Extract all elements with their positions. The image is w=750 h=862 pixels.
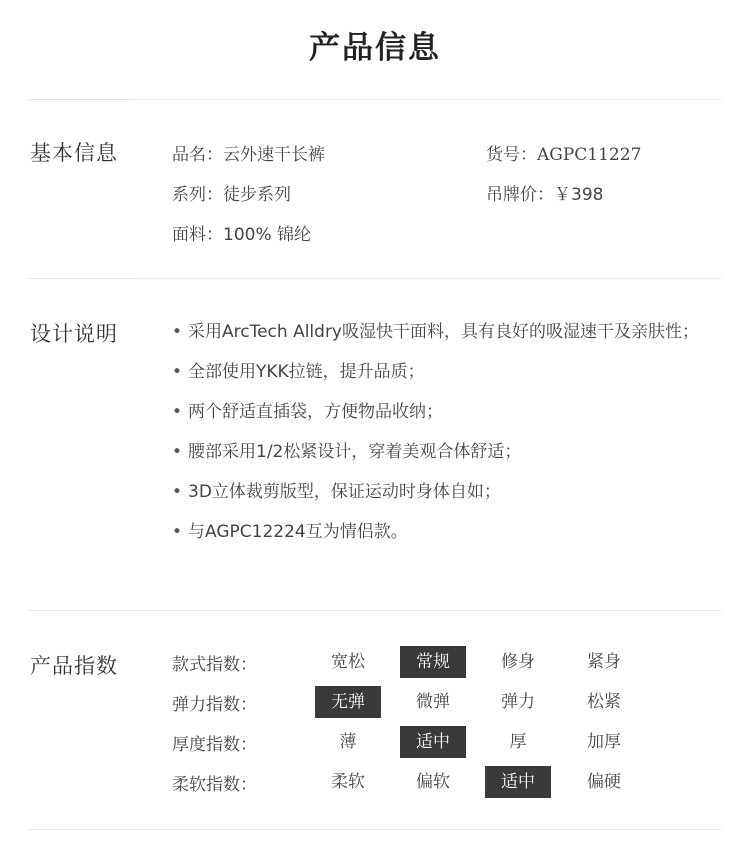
divider: [29, 99, 722, 100]
index-option: 常规: [400, 646, 466, 678]
price-value: ￥398: [554, 185, 604, 205]
index-option: 微弹: [416, 692, 450, 712]
divider: [29, 829, 722, 830]
price-field: [486, 180, 603, 205]
product-name-label: 品名：: [172, 145, 223, 165]
design-heading: 设计说明: [30, 322, 118, 346]
index-option: 适中: [485, 766, 551, 798]
style-index-label: 款式指数：: [172, 655, 257, 675]
product-name-value: 云外速干长裤: [223, 145, 325, 165]
list-item: • 采用ArcTech Alldry吸湿快干面料，具有良好的吸湿速干及亲肤性；: [172, 322, 699, 342]
index-option: 弹力: [501, 692, 535, 712]
sku-field: [486, 140, 641, 165]
index-option: 宽松: [331, 652, 365, 672]
basic-info-heading: 基本信息: [30, 141, 118, 165]
series-field: [172, 180, 291, 205]
list-item: • 与AGPC12224互为情侣款。: [172, 522, 408, 542]
thickness-index-label: 厚度指数：: [172, 735, 257, 755]
index-option: 松紧: [587, 692, 621, 712]
index-option: 紧身: [587, 652, 621, 672]
index-option: 柔软: [331, 772, 365, 792]
index-option: 厚: [509, 732, 527, 752]
sku-label: 货号：: [486, 145, 537, 165]
style-index-row: [172, 646, 692, 678]
sku-value: AGPC11227: [537, 145, 642, 165]
index-option: 薄: [339, 732, 357, 752]
softness-index-row: [172, 766, 692, 798]
index-option: 无弹: [315, 686, 381, 718]
fabric-value: 100% 锦纶: [223, 225, 312, 245]
series-label: 系列：: [172, 185, 223, 205]
list-item: • 全部使用YKK拉链，提升品质；: [172, 362, 425, 382]
product-index-heading: 产品指数: [30, 654, 118, 678]
design-bullet-list: [172, 312, 724, 552]
series-value: 徒步系列: [223, 185, 291, 205]
index-option: 偏硬: [587, 772, 621, 792]
fabric-field: [172, 220, 311, 245]
index-option: 适中: [400, 726, 466, 758]
index-option: 偏软: [416, 772, 450, 792]
product-name-field: [172, 140, 325, 165]
list-item: • 3D立体裁剪版型，保证运动时身体自如；: [172, 482, 501, 502]
thickness-index-row: [172, 726, 692, 758]
price-label: 吊牌价：: [486, 185, 554, 205]
divider: [29, 278, 722, 279]
list-item: • 两个舒适直插袋，方便物品收纳；: [172, 402, 443, 422]
softness-index-label: 柔软指数：: [172, 775, 257, 795]
page-title: 产品信息: [309, 30, 441, 66]
index-option: 加厚: [587, 732, 621, 752]
fabric-label: 面料：: [172, 225, 223, 245]
elasticity-index-label: 弹力指数：: [172, 695, 257, 715]
index-option: 修身: [501, 652, 535, 672]
list-item: • 腰部采用1/2松紧设计，穿着美观合体舒适；: [172, 442, 522, 462]
divider: [29, 610, 722, 611]
elasticity-index-row: [172, 686, 692, 718]
